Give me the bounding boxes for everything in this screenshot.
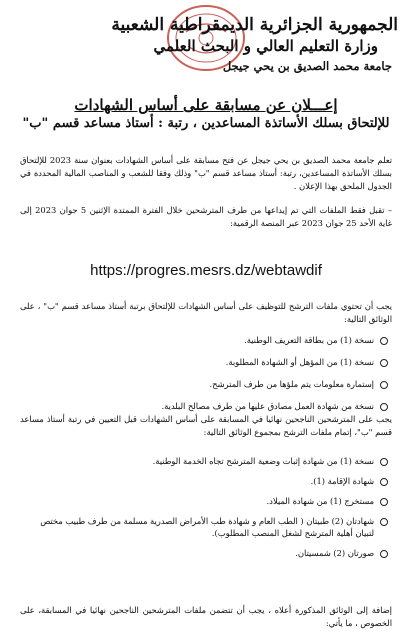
list-item: نسخة (1) من المؤهل أو الشهادة المطلوبة.: [22, 356, 390, 368]
platform-link[interactable]: https://progres.mesrs.dz/webtawdif: [90, 262, 322, 279]
list-item: إستمارة معلومات يتم ملؤها من طرف المترشح.: [22, 378, 390, 390]
list-item: شهادة الإقامة (1).: [22, 475, 390, 487]
document-header: [111, 14, 398, 76]
admitted-intro-paragraph: يجب على المترشحين الناجحين نهائيا في المسابقة على أساس الشهادات قبل التعيين في رتبة أستاذ مساعد قسم "ب"، إتمام ملفات الترشح بمجموع الوثائق التالية:: [20, 414, 392, 437]
file-documents-list: [22, 334, 390, 422]
list-item: نسخة (1) من بطاقة التعريف الوطنية.: [22, 334, 390, 346]
list-item: نسخة (1) من شهادة إثبات وضعية المترشح تجاه الخدمة الوطنية.: [22, 455, 390, 467]
file-intro-paragraph: يجب أن تحتوي ملفات الترشح للتوظيف على أساس الشهادات للإلتحاق برتبة أستاذ مساعد قسم "ب" ، على الوثائق التالية:: [20, 301, 392, 324]
list-item: شهادتان (2) طبيتان ( الطب العام و شهادة طب الأمراض الصدرية مسلمة من طرف طبيب مختص لتبيان أهلية المترشح لشغل المنصب المطلوب).: [22, 515, 390, 539]
list-item: مستخرج (1) من شهادة الميلاد.: [22, 495, 390, 507]
university-name: جامعة محمد الصديق بن يحي جيجل: [222, 59, 392, 73]
announcement-subtitle: للإلتحاق بسلك الأساتذة المساعدين ، رتبة : أستاذ مساعد قسم "ب": [22, 116, 390, 131]
closing-paragraph: إضافة إلى الوثائق المذكورة أعلاه ، يجب أن تتضمن ملفات المترشحين الناجحين نهائيا في المسابقة، على الخصوص ، ما يأتي:: [20, 605, 392, 628]
intro-paragraph: تعلم جامعة محمد الصديق بن يحي جيجل عن فتح مسابقة على أساس الشهادات بعنوان سنة 2023 للإلتحاق بسلك الأساتذة المساعدين، رتبة: أستاذ مساعد قسم "ب" وذلك وفقا للشعب و المناصب المالية المحددة في الجدول الملحق بهذا الإعلان .: [20, 155, 392, 191]
admitted-documents-list: [22, 455, 390, 567]
ministry-name: وزارة التعليم العالي و البحث العلمي: [153, 37, 378, 55]
announcement-title-block: [0, 96, 412, 133]
republic-name: الجمهورية الجزائرية الديمقراطية الشعبية: [111, 15, 398, 35]
list-item: نسخة من شهادة العمل مصادق عليها من طرف مصالح البلدية.: [22, 400, 390, 412]
submission-paragraph: – تقبل فقط الملفات التي تم إيداعها من طرف المترشحين خلال الفترة الممتدة الإثنين 5 جوان 2023 إلى غاية الأحد 25 جوان 2023 عبر المنصة الرقمية:: [20, 205, 392, 228]
list-item: صورتان (2) شمسيتان.: [22, 547, 390, 559]
announcement-title: إعـــلان عن مسابقة على أساس الشهادات: [74, 96, 338, 114]
